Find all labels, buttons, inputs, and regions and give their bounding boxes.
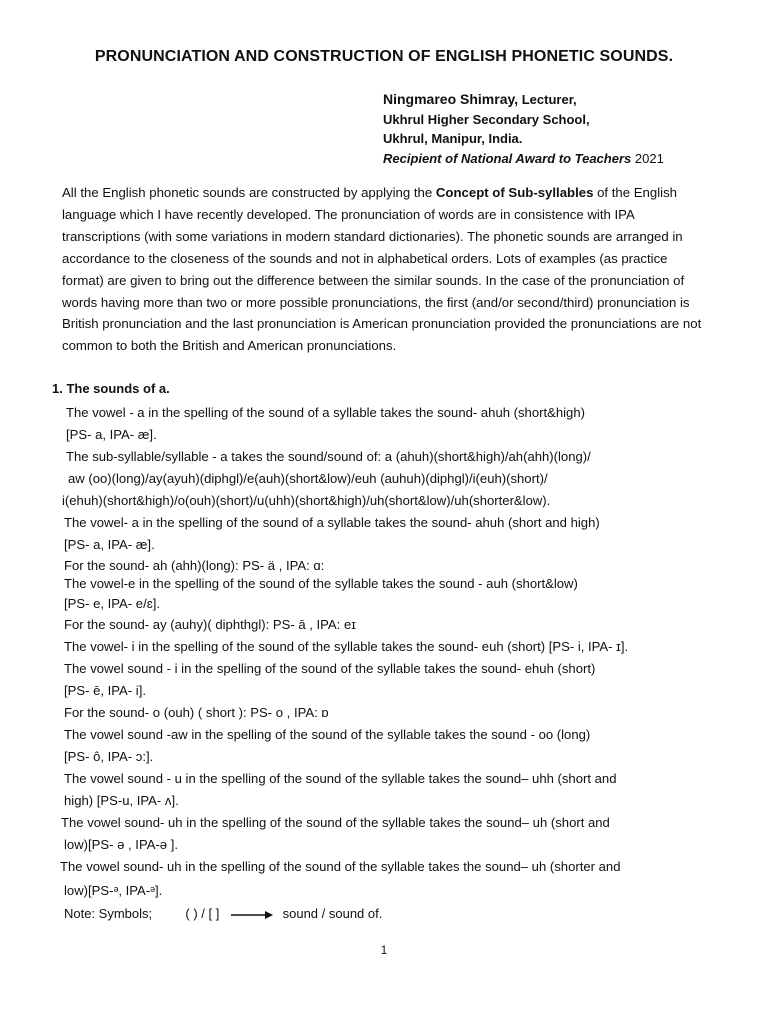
note-meaning: sound / sound of. xyxy=(282,906,383,921)
section-line: The sub-syllable/syllable - a takes the sound/sound of: a (ahuh)(short&high)/ah(ahh)(long)/ xyxy=(66,449,591,464)
section-line: The vowel sound -aw in the spelling of the sound of the syllable takes the sound - oo (long) xyxy=(64,727,591,742)
intro-text-rest: of the English language which I have recently developed. The pronunciation of words are in consistence with IPA transcriptions (with some variations in modern standard dictionaries). The phonetic sounds are arranged in accordance to the closeness of the sounds and not in alphabetical orders. Lots of examples (as practice format) are given to bring out the difference between the similar sounds. In the case of the pronunciation of words having more than two or more possible pronunciations, the first (and/or second/third) pronunciation is British pronunciation and the last pronunciation is American pronunciation provided the pronunciations are not common to both the British and American pronunciations. xyxy=(62,185,702,354)
section-line: [PS- a, IPA- æ]. xyxy=(66,427,157,442)
section-line: For the sound- ay (auhy)( diphthgl): PS- ā , IPA: eɪ xyxy=(64,617,356,632)
section-line: [PS- ē, IPA- i]. xyxy=(64,683,146,698)
section-line: The vowel sound - i in the spelling of the sound of the syllable takes the sound- ehuh (short) xyxy=(64,661,596,676)
author-place: Ukhrul, Manipur, India. xyxy=(383,131,523,146)
section-line: aw (oo)(long)/ay(ayuh)(diphgl)/e(auh)(short&low)/euh (auhuh)(diphgl)/i(euh)(short)/ xyxy=(68,471,548,486)
section-heading: 1. The sounds of a. xyxy=(52,381,170,396)
author-award xyxy=(383,149,664,169)
intro-text-start: All the English phonetic sounds are constructed by applying the xyxy=(62,185,436,200)
section-line: high) [PS-u, IPA- ʌ]. xyxy=(64,793,179,808)
section-line: [PS- ô, IPA- ɔ:]. xyxy=(64,749,154,764)
section-line: The vowel sound- uh in the spelling of the sound of the syllable takes the sound– uh (shorter and xyxy=(60,859,621,874)
author-school: Ukhrul Higher Secondary School, xyxy=(383,111,590,127)
right-arrow-icon xyxy=(231,910,273,920)
document-title: PRONUNCIATION AND CONSTRUCTION OF ENGLISH PHONETIC SOUNDS. xyxy=(94,48,674,65)
page-number: 1 xyxy=(380,943,388,957)
author-name: Ningmareo Shimray, xyxy=(383,91,519,107)
section-line: low)[PS-ᵊ, IPA-ᵊ]. xyxy=(64,883,163,898)
award-year: 2021 xyxy=(631,150,664,166)
section-line: low)[PS- ə , IPA-ə ]. xyxy=(64,837,178,852)
section-line: The vowel- i in the spelling of the sound of the syllable takes the sound- euh (short) [PS- i, IPA- ɪ]. xyxy=(64,639,629,654)
author-block xyxy=(383,90,664,168)
intro-concept-bold: Concept of Sub-syllables xyxy=(435,185,594,200)
intro-paragraph xyxy=(62,182,712,357)
author-role: Lecturer, xyxy=(518,92,577,107)
section-line: The vowel sound- uh in the spelling of the sound of the syllable takes the sound– uh (short and xyxy=(61,815,610,830)
note-line xyxy=(64,906,382,921)
section-line: For the sound- ah (ahh)(long): PS- ä , IPA: ɑ: xyxy=(64,558,325,573)
note-symbols: ( ) / [ ] xyxy=(185,906,220,921)
award-text: Recipient of National Award to Teachers xyxy=(383,150,632,166)
section-line: The vowel-e in the spelling of the sound of the syllable takes the sound - auh (short&low) xyxy=(64,576,578,591)
section-line: For the sound- o (ouh) ( short ): PS- o , IPA: ɒ xyxy=(64,705,329,720)
section-line: [PS- e, IPA- e/ɛ]. xyxy=(64,596,160,611)
section-line: i(ehuh)(short&high)/o(ouh)(short)/u(uhh)(short&high)/uh(short&low)/uh(shorter&low). xyxy=(62,493,551,508)
section-line: [PS- a, IPA- æ]. xyxy=(64,537,155,552)
section-line: The vowel sound - u in the spelling of the sound of the syllable takes the sound– uhh (short and xyxy=(64,771,617,786)
section-line: The vowel- a in the spelling of the sound of a syllable takes the sound- ahuh (short and high) xyxy=(64,515,600,530)
section-line: The vowel - a in the spelling of the sound of a syllable takes the sound- ahuh (short&high) xyxy=(66,405,585,420)
note-label: Note: Symbols; xyxy=(64,906,153,921)
